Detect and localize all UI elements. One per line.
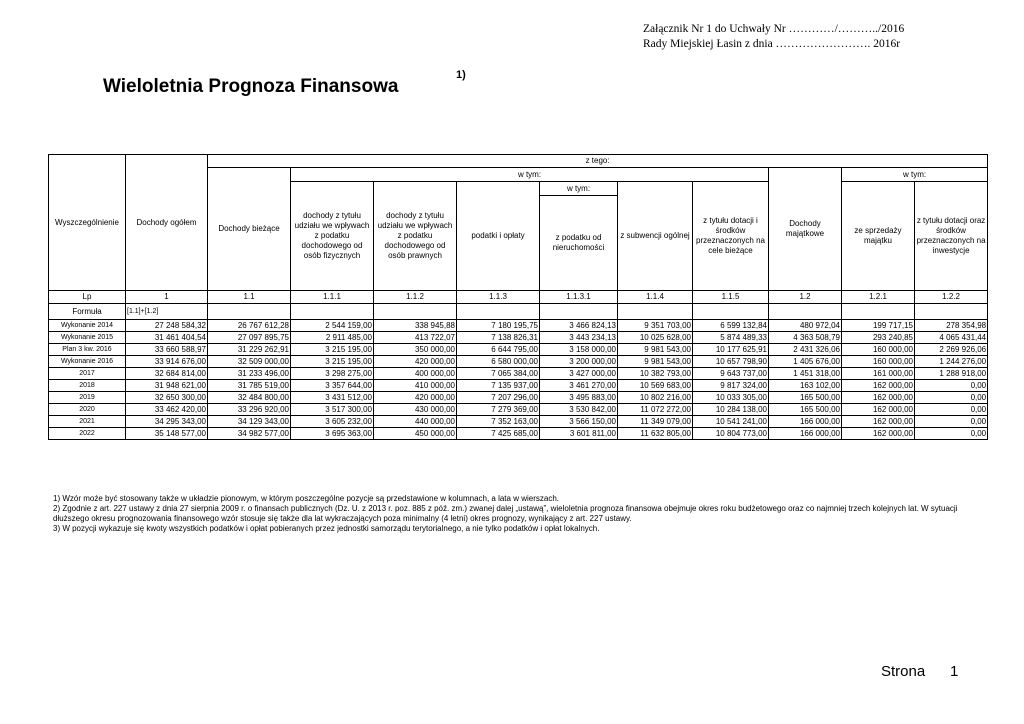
row-label: 2021 <box>49 416 126 428</box>
lp-cell: 1.1.4 <box>618 291 693 304</box>
table-cell: 32 509 000,00 <box>208 356 291 368</box>
table-cell: 5 874 489,33 <box>693 332 769 344</box>
table-cell: 3 466 824,13 <box>540 320 618 332</box>
table-cell: 165 500,00 <box>769 404 842 416</box>
table-cell: 3 215 195,00 <box>291 344 374 356</box>
table-cell: 27 248 584,32 <box>126 320 208 332</box>
table-cell: 33 660 588,97 <box>126 344 208 356</box>
table-cell: 32 684 814,00 <box>126 368 208 380</box>
row-label: Wykonanie 2015 <box>49 332 126 344</box>
table-cell: 10 541 241,00 <box>693 416 769 428</box>
table-cell: 7 065 384,00 <box>457 368 540 380</box>
table-cell: 160 000,00 <box>842 356 915 368</box>
page-number: 1 <box>950 663 959 680</box>
table-cell: 338 945,88 <box>374 320 457 332</box>
footnote-2: 2) Zgodnie z art. 227 ustawy z dnia 27 sierpnia 2009 r. o finansach publicznych (Dz. U. z 2013 r. poz. 885 z póź. zm.) zwanej dalej „ustawą”, wieloletnia prognoza finansowa obejmuje okres roku budżetowego oraz co najmniej trzech kolejnych lat. W sytuacji dłuższego okresu prognozowania finansowego wzór stosuje się także dla lat wykraczających poza minimalny (4 letni) okres prognozy, wynikający z art. 227 ustawy. <box>53 504 958 523</box>
footnote-1: 1) Wzór może być stosowany także w układzie pionowym, w którym poszczególne pozycje są przedstawione w kolumnach, a lata w wierszach. <box>53 494 559 503</box>
table-cell: 160 000,00 <box>842 344 915 356</box>
table-cell: 199 717,15 <box>842 320 915 332</box>
table-cell: 33 914 676,00 <box>126 356 208 368</box>
row-label: 2018 <box>49 380 126 392</box>
table-cell: 162 000,00 <box>842 428 915 440</box>
header-dotacje-inwestycje: z tytułu dotacji oraz środków przeznaczonych na inwestycje <box>915 182 988 291</box>
table-cell: 2 269 926,06 <box>915 344 988 356</box>
table-cell: 3 517 300,00 <box>291 404 374 416</box>
table-cell: 3 461 270,00 <box>540 380 618 392</box>
table-cell: 3 200 000,00 <box>540 356 618 368</box>
formula-row <box>49 304 988 320</box>
table-cell: 420 000,00 <box>374 392 457 404</box>
header-pit: dochody z tytułu udziału we wpływach z podatku dochodowego od osób fizycznych <box>291 182 374 291</box>
table-cell: 26 767 612,28 <box>208 320 291 332</box>
header-dochody-ogolem: Dochody ogółem <box>126 155 208 291</box>
lp-cell: 1.1.5 <box>693 291 769 304</box>
table-cell: 11 072 272,00 <box>618 404 693 416</box>
header-dochody-biezace: Dochody bieżące <box>208 168 291 291</box>
page-label: Strona <box>881 663 926 680</box>
table-cell: 34 982 577,00 <box>208 428 291 440</box>
table-cell: 6 644 795,00 <box>457 344 540 356</box>
table-cell: 166 000,00 <box>769 428 842 440</box>
table-cell: 2 911 485,00 <box>291 332 374 344</box>
table-cell: 430 000,00 <box>374 404 457 416</box>
footnotes <box>53 494 988 534</box>
header-w-tym-biezace: w tym: <box>291 168 769 182</box>
lp-cell: 1.1.1 <box>291 291 374 304</box>
document-title: Wieloletnia Prognoza Finansowa <box>103 76 399 97</box>
table-cell: 3 298 275,00 <box>291 368 374 380</box>
header-w-tym-podatki: w tym: <box>540 182 618 196</box>
annex-note <box>643 22 904 52</box>
table-cell: 480 972,04 <box>769 320 842 332</box>
header-wyszczegolnienie: Wyszczególnienie <box>49 155 126 291</box>
row-label: 2019 <box>49 392 126 404</box>
table-cell: 10 657 798,90 <box>693 356 769 368</box>
table-cell: 32 650 300,00 <box>126 392 208 404</box>
table-cell: 3 443 234,13 <box>540 332 618 344</box>
table-cell: 11 632 805,00 <box>618 428 693 440</box>
table-cell: 10 802 216,00 <box>618 392 693 404</box>
table-cell: 0,00 <box>915 404 988 416</box>
lp-cell: 1.1.2 <box>374 291 457 304</box>
lp-cell: 1 <box>126 291 208 304</box>
table-cell: 3 495 883,00 <box>540 392 618 404</box>
table-cell: 162 000,00 <box>842 416 915 428</box>
forecast-table <box>48 154 988 440</box>
table-row <box>49 404 988 416</box>
table-cell: 10 284 138,00 <box>693 404 769 416</box>
table-cell: 2 544 159,00 <box>291 320 374 332</box>
table-row <box>49 428 988 440</box>
row-label: Wykonanie 2016 <box>49 356 126 368</box>
table-cell: 9 817 324,00 <box>693 380 769 392</box>
table-cell: 3 158 000,00 <box>540 344 618 356</box>
annex-line-2: Rady Miejskiej Łasin z dnia ……………………. 2016r <box>643 38 901 50</box>
table-cell: 35 148 577,00 <box>126 428 208 440</box>
table-cell: 34 129 343,00 <box>208 416 291 428</box>
table-row <box>49 392 988 404</box>
table-cell: 3 605 232,00 <box>291 416 374 428</box>
header-podatki-oplaty: podatki i opłaty <box>457 182 540 291</box>
table-cell: 420 000,00 <box>374 356 457 368</box>
lp-label: Lp <box>49 291 126 304</box>
table-cell: 33 462 420,00 <box>126 404 208 416</box>
lp-cell: 1.2.1 <box>842 291 915 304</box>
lp-cell: 1.2 <box>769 291 842 304</box>
table-row <box>49 368 988 380</box>
table-cell: 31 461 404,54 <box>126 332 208 344</box>
table-cell: 2 431 326,06 <box>769 344 842 356</box>
table-cell: 3 427 000,00 <box>540 368 618 380</box>
table-cell: 10 804 773,00 <box>693 428 769 440</box>
table-cell: 9 351 703,00 <box>618 320 693 332</box>
table-cell: 4 363 508,79 <box>769 332 842 344</box>
table-cell: 278 354,98 <box>915 320 988 332</box>
table-cell: 4 065 431,44 <box>915 332 988 344</box>
table-cell: 163 102,00 <box>769 380 842 392</box>
table-cell: 161 000,00 <box>842 368 915 380</box>
table-cell: 31 233 496,00 <box>208 368 291 380</box>
lp-cell: 1.1.3.1 <box>540 291 618 304</box>
table-cell: 32 484 800,00 <box>208 392 291 404</box>
table-cell: 7 138 826,31 <box>457 332 540 344</box>
table-cell: 3 530 842,00 <box>540 404 618 416</box>
table-cell: 450 000,00 <box>374 428 457 440</box>
table-cell: 10 569 683,00 <box>618 380 693 392</box>
table-cell: 413 722,07 <box>374 332 457 344</box>
table-cell: 10 025 628,00 <box>618 332 693 344</box>
formula-label: Formuła <box>49 304 126 320</box>
table-cell: 27 097 895,75 <box>208 332 291 344</box>
table-cell: 0,00 <box>915 392 988 404</box>
table-cell: 7 207 296,00 <box>457 392 540 404</box>
row-label: Wykonanie 2014 <box>49 320 126 332</box>
row-label: 2020 <box>49 404 126 416</box>
table-cell: 3 601 811,00 <box>540 428 618 440</box>
formula-cell: [1.1]+[1.2] <box>126 304 208 320</box>
table-cell: 9 643 737,00 <box>693 368 769 380</box>
header-dotacje-biezace: z tytułu dotacji i środków przeznaczonych na cele bieżące <box>693 182 769 291</box>
table-cell: 162 000,00 <box>842 380 915 392</box>
table-cell: 7 425 685,00 <box>457 428 540 440</box>
table-cell: 7 352 163,00 <box>457 416 540 428</box>
table-cell: 1 288 918,00 <box>915 368 988 380</box>
table-cell: 3 431 512,00 <box>291 392 374 404</box>
header-w-tym-majatkowe: w tym: <box>842 168 988 182</box>
table-cell: 7 135 937,00 <box>457 380 540 392</box>
table-row <box>49 344 988 356</box>
table-row <box>49 416 988 428</box>
table-cell: 1 405 676,00 <box>769 356 842 368</box>
table-cell: 0,00 <box>915 416 988 428</box>
table-cell: 31 785 519,00 <box>208 380 291 392</box>
annex-line-1: Załącznik Nr 1 do Uchwały Nr …………/………../2016 <box>643 23 905 35</box>
lp-cell: 1.1 <box>208 291 291 304</box>
header-z-tego: z tego: <box>208 155 988 168</box>
table-cell: 440 000,00 <box>374 416 457 428</box>
row-label: 2022 <box>49 428 126 440</box>
lp-cell: 1.2.2 <box>915 291 988 304</box>
table-cell: 3 215 195,00 <box>291 356 374 368</box>
table-row <box>49 380 988 392</box>
table-cell: 162 000,00 <box>842 404 915 416</box>
header-subwencja: z subwencji ogólnej <box>618 182 693 291</box>
table-cell: 293 240,85 <box>842 332 915 344</box>
table-cell: 6 580 000,00 <box>457 356 540 368</box>
table-cell: 0,00 <box>915 428 988 440</box>
header-sprzedaz-majatku: ze sprzedaży majątku <box>842 182 915 291</box>
footnote-3: 3) W pozycji wykazuje się kwoty wszystkich podatków i opłat pobieranych przez jednostki samorządu terytorialnego, a nie tylko podatków i opłat lokalnych. <box>53 524 600 533</box>
table-cell: 6 599 132,84 <box>693 320 769 332</box>
table-cell: 350 000,00 <box>374 344 457 356</box>
lp-row <box>49 291 988 304</box>
table-cell: 10 033 305,00 <box>693 392 769 404</box>
table-cell: 165 500,00 <box>769 392 842 404</box>
table-cell: 31 229 262,91 <box>208 344 291 356</box>
row-label: 2017 <box>49 368 126 380</box>
lp-cell: 1.1.3 <box>457 291 540 304</box>
row-label: Plan 3 kw. 2016 <box>49 344 126 356</box>
table-cell: 166 000,00 <box>769 416 842 428</box>
table-cell: 400 000,00 <box>374 368 457 380</box>
table-cell: 7 279 369,00 <box>457 404 540 416</box>
table-cell: 34 295 343,00 <box>126 416 208 428</box>
table-cell: 9 981 543,00 <box>618 344 693 356</box>
table-cell: 3 695 363,00 <box>291 428 374 440</box>
header-podatek-nieruchomosci: z podatku od nieruchomości <box>540 196 618 291</box>
table-row <box>49 320 988 332</box>
header-cit: dochody z tytułu udziału we wpływach z podatku dochodowego od osób prawnych <box>374 182 457 291</box>
table-cell: 31 948 621,00 <box>126 380 208 392</box>
title-footnote-ref: 1) <box>456 69 466 81</box>
table-cell: 1 451 318,00 <box>769 368 842 380</box>
table-cell: 0,00 <box>915 380 988 392</box>
table-cell: 1 244 276,00 <box>915 356 988 368</box>
table-cell: 9 981 543,00 <box>618 356 693 368</box>
table-cell: 10 177 625,91 <box>693 344 769 356</box>
table-cell: 7 180 195,75 <box>457 320 540 332</box>
table-cell: 3 357 644,00 <box>291 380 374 392</box>
table-cell: 11 349 079,00 <box>618 416 693 428</box>
table-cell: 410 000,00 <box>374 380 457 392</box>
table-cell: 3 566 150,00 <box>540 416 618 428</box>
table-cell: 162 000,00 <box>842 392 915 404</box>
table-row <box>49 332 988 344</box>
header-dochody-majatkowe: Dochody majątkowe <box>769 168 842 291</box>
table-cell: 10 382 793,00 <box>618 368 693 380</box>
table-row <box>49 356 988 368</box>
table-cell: 33 296 920,00 <box>208 404 291 416</box>
